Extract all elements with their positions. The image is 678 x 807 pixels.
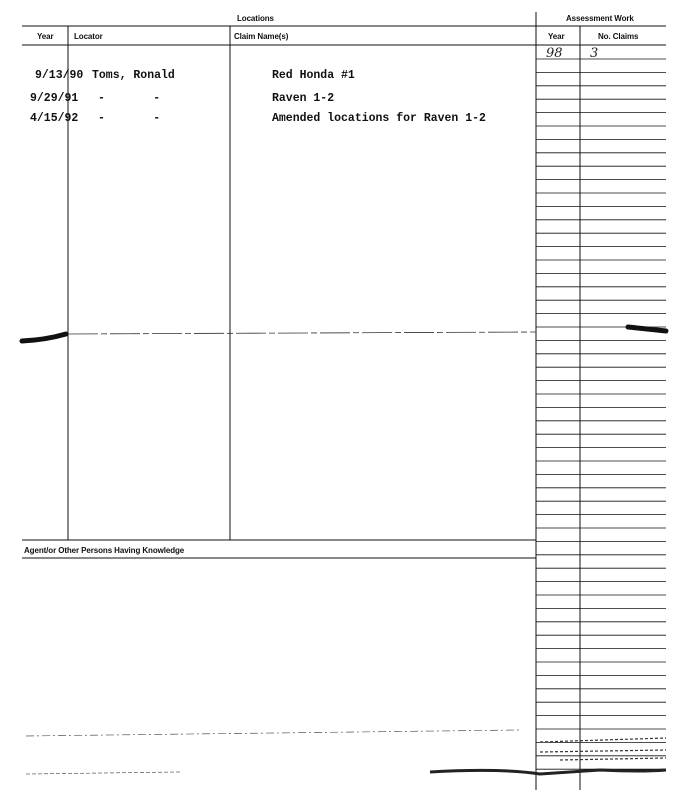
location-claim: Raven 1-2 xyxy=(272,92,335,105)
location-locator: - - xyxy=(98,112,161,125)
year-column-header: Year xyxy=(37,32,54,41)
assessment-work-header: Assessment Work xyxy=(566,14,634,23)
agent-section-header: Agent/or Other Persons Having Knowledge xyxy=(24,546,185,555)
aw-no-claims-column-header: No. Claims xyxy=(598,32,639,41)
assessment-year: 98 xyxy=(546,46,563,61)
location-claim: Amended locations for Raven 1-2 xyxy=(272,112,486,125)
claim-names-column-header: Claim Name(s) xyxy=(234,32,289,41)
location-claim: Red Honda #1 xyxy=(272,69,355,82)
location-date: 9/13/90 xyxy=(35,69,84,82)
aw-year-column-header: Year xyxy=(548,32,565,41)
location-date: 9/29/91 xyxy=(30,92,79,105)
assessment-claims: 3 xyxy=(590,46,599,61)
location-locator: - - xyxy=(98,92,161,105)
locator-column-header: Locator xyxy=(74,32,103,41)
locations-header: Locations xyxy=(237,14,274,23)
location-locator: Toms, Ronald xyxy=(92,69,175,82)
location-date: 4/15/92 xyxy=(30,112,79,125)
